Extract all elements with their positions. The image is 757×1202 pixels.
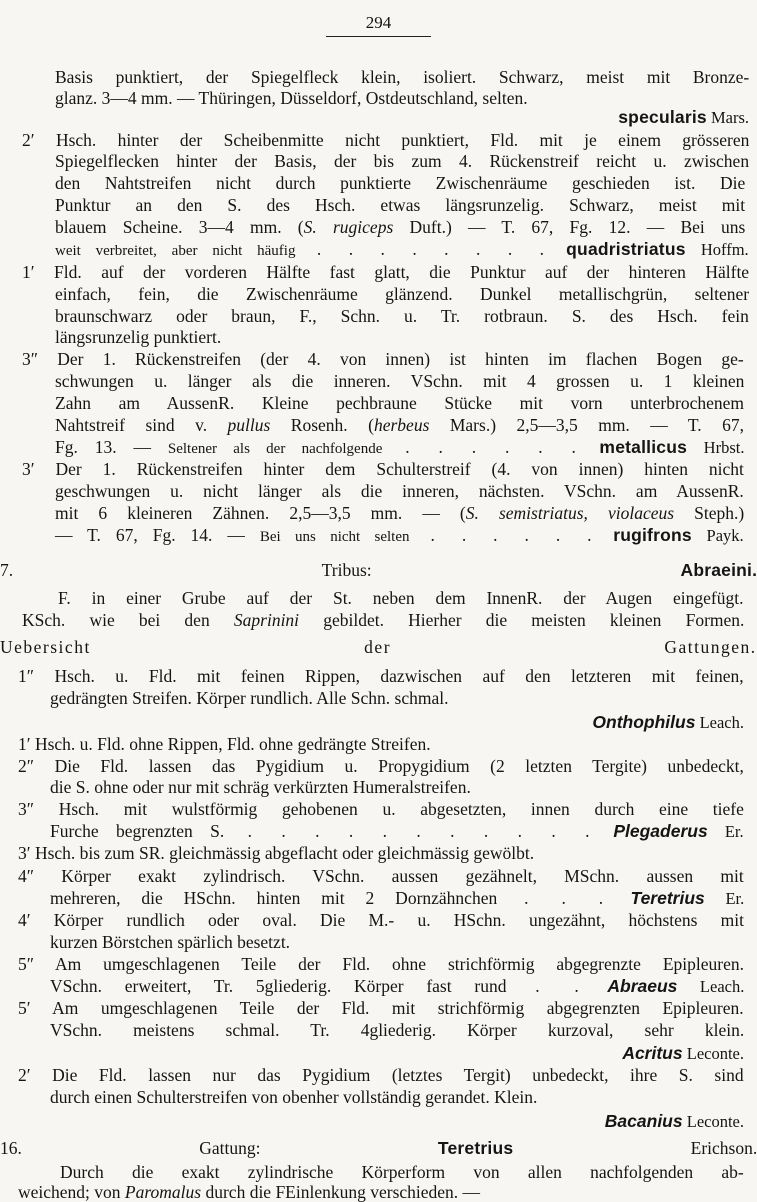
text-segment: Rosenh. ( — [270, 415, 374, 435]
text-segment: Hrbst. — [687, 438, 744, 457]
text-segment: . . — [506, 976, 584, 996]
text-segment: gebildet. Hierher die meisten kleinen Formen. — [299, 610, 744, 630]
text-segment: Saprinini — [234, 610, 299, 630]
text-segment: 5″ Am umgeschlagenen Teile der Fld. ohne strichförmig abgegrenzte Epipleuren. — [18, 954, 744, 974]
text-segment: 4″ Körper exakt zylindrisch. VSchn. aussen gezähnelt, MSchn. aussen mit — [18, 866, 744, 886]
text-line — [55, 173, 745, 193]
text-segment: Nahtstreif sind v. — [55, 415, 228, 435]
text-segment: S. semistriatus, violaceus — [466, 503, 674, 523]
text-segment: 4′ Körper rundlich oder oval. Die M.- u. HSchn. ungezähnt, höchstens mit — [18, 910, 744, 930]
text-line — [55, 393, 744, 413]
genus-name: Acritus — [622, 1043, 682, 1063]
text-segment: Uebersicht der Gattungen. — [0, 637, 757, 657]
genus-name: Bacanius — [605, 1111, 683, 1131]
text-segment: den Nahtstreifen nicht durch punktierte Zwischenräume geschieden ist. Die — [55, 173, 745, 193]
text-segment: Erichson. — [513, 1138, 757, 1158]
text-segment: die S. ohne oder nur mit schräg verkürzten Humeralstreifen. — [50, 777, 471, 797]
text-line — [592, 712, 744, 733]
text-segment: Seltener als der nachfolgende — [168, 441, 383, 457]
text-line — [58, 588, 744, 608]
text-segment: Durch die exakt zylindrische Körperform von allen nachfolgenden ab- — [60, 1162, 744, 1182]
text-line — [55, 284, 749, 304]
text-segment: Mars. — [707, 108, 749, 127]
text-line — [18, 1065, 744, 1085]
text-line — [622, 1043, 744, 1064]
text-segment: 3′ Der 1. Rückenstreifen hinter dem Schulterstreif (4. von innen) hinten nicht — [22, 459, 744, 479]
header-rule — [326, 36, 431, 37]
text-segment: — T. 67, Fg. 14. — — [55, 525, 260, 545]
text-segment: . . . . . . — [410, 525, 598, 545]
text-segment: 16. Gattung: — [0, 1138, 438, 1158]
text-line — [55, 415, 744, 435]
text-segment: . . . — [497, 888, 609, 908]
text-line — [22, 130, 749, 150]
text-line — [0, 1138, 757, 1158]
text-segment: Payk. — [692, 526, 744, 545]
text-segment: KSch. wie bei den — [22, 610, 234, 630]
text-line — [55, 437, 744, 459]
text-segment: Leach. — [677, 977, 744, 996]
text-segment: Paromalus — [125, 1182, 201, 1202]
text-line — [55, 371, 744, 391]
text-line — [55, 306, 749, 326]
text-segment: 5′ Am umgeschlagenen Teile der Fld. mit strichförmig abgegrenzten Epipleuren. — [18, 998, 744, 1018]
text-segment: weichend; von — [18, 1182, 125, 1202]
text-line — [18, 866, 744, 886]
text-line — [55, 503, 744, 523]
taxon-name: Teretrius — [438, 1138, 513, 1158]
text-segment: Leconte. — [683, 1044, 744, 1063]
text-segment: 2″ Die Fld. lassen das Pygidium u. Propygidium (2 letzten Tergite) unbedeckt, — [18, 756, 744, 776]
text-segment: Hoffm. — [686, 240, 749, 259]
text-segment: 7. Tribus: — [0, 560, 681, 580]
genus-name: Abraeus — [585, 976, 678, 996]
text-segment: F. in einer Grube auf der St. neben dem InnenR. der Augen eingefügt. — [58, 588, 744, 608]
taxon-name: Abraeini. — [681, 560, 757, 580]
text-segment: Zahn am AussenR. Kleine pechbraune Stücke mit vorn unterbrochenem — [55, 393, 744, 413]
text-segment: 1′ Fld. auf der vorderen Hälfte fast glatt, die Punktur auf der hinteren Hälfte — [22, 262, 749, 282]
text-segment: durch die FEinlenkung verschieden. — — [201, 1182, 480, 1202]
text-segment: Bei uns nicht selten — [260, 529, 410, 545]
text-line — [50, 821, 744, 842]
text-line — [18, 843, 534, 863]
text-segment: Leach. — [695, 713, 744, 732]
text-line — [55, 525, 744, 547]
text-segment: Er. — [705, 889, 744, 908]
text-line — [0, 560, 757, 580]
text-line — [50, 688, 449, 708]
text-segment: 3′ Hsch. bis zum SR. gleichmässig abgeflacht oder gleichmässig gewölbt. — [18, 843, 534, 863]
text-segment: Spiegelflecken hinter der Basis, der bis zum 4. Rückenstreif reicht u. zwischen — [55, 151, 749, 171]
text-segment: geschwungen u. nicht länger als die inneren, nächsten. VSchn. am AussenR. — [55, 481, 744, 501]
text-segment: VSchn. meistens schmal. Tr. 4gliederig. Körper kurzoval, sehr klein. — [50, 1020, 744, 1040]
text-line — [55, 239, 749, 261]
text-segment: pullus — [228, 415, 271, 435]
text-segment: 1′ Hsch. u. Fld. ohne Rippen, Fld. ohne gedrängte Streifen. — [18, 734, 431, 754]
genus-name: Teretrius — [609, 888, 705, 908]
text-line — [22, 349, 744, 369]
text-segment: . . . . . . . . . . . — [224, 821, 595, 841]
text-segment: . . . . . . . . — [295, 239, 550, 259]
text-segment: Furche begrenzten S. — [50, 821, 224, 841]
text-segment: 3″ Der 1. Rückenstreifen (der 4. von innen) ist hinten im flachen Bogen ge- — [22, 349, 744, 369]
text-line — [22, 262, 749, 282]
taxon-name: metallicus — [582, 437, 687, 457]
text-line — [22, 610, 744, 630]
taxon-name: rugifrons — [598, 525, 692, 545]
text-segment: längsrunzelig punktiert. — [55, 327, 221, 347]
text-segment: Punktur an den S. des Hsch. etwas längsrunzelig. Schwarz, meist mit — [55, 195, 745, 215]
text-line — [55, 195, 745, 215]
text-line — [50, 888, 744, 909]
text-line — [50, 932, 290, 952]
text-line — [605, 1111, 744, 1132]
text-segment: kurzen Börstchen spärlich besetzt. — [50, 932, 290, 952]
text-line — [50, 976, 744, 997]
genus-name: Onthophilus — [592, 712, 695, 732]
text-line — [55, 217, 745, 237]
text-segment: Steph.) — [674, 503, 744, 523]
text-segment: 2′ Hsch. hinter der Scheibenmitte nicht punktiert, Fld. mit je einem grösseren — [22, 130, 749, 150]
text-segment: Leconte. — [683, 1112, 744, 1131]
text-segment: mehreren, die HSchn. hinten mit 2 Dornzähnchen — [50, 888, 497, 908]
text-segment: blauem Scheine. 3—4 mm. ( — [55, 217, 304, 237]
text-segment: braunschwarz oder braun, F., Schn. u. Tr. rotbraun. S. des Hsch. fein — [55, 306, 749, 326]
text-segment: durch einen Schulterstreifen von obenher vollständig gerandet. Klein. — [50, 1087, 537, 1107]
text-segment: herbeus — [374, 415, 429, 435]
text-line — [18, 998, 744, 1018]
text-line — [55, 88, 528, 108]
text-segment: Fg. 13. — — [55, 437, 168, 457]
text-segment: 1″ Hsch. u. Fld. mit feinen Rippen, dazwischen auf den letzteren mit feinen, — [18, 666, 744, 686]
text-line — [18, 910, 744, 930]
text-line — [50, 1020, 744, 1040]
text-segment: glanz. 3—4 mm. — Thüringen, Düsseldorf, Ostdeutschland, selten. — [55, 88, 528, 108]
text-segment: S. rugiceps — [304, 217, 394, 237]
text-line — [50, 1087, 537, 1107]
text-line — [55, 67, 749, 87]
text-segment: einfach, fein, die Zwischenräume glänzend. Dunkel metallischgrün, seltener — [55, 284, 749, 304]
text-line — [55, 481, 744, 501]
text-line — [22, 459, 744, 479]
text-segment: Mars.) 2,5—3,5 mm. — T. 67, — [429, 415, 744, 435]
page-number: 294 — [0, 13, 757, 33]
text-segment: Er. — [708, 822, 744, 841]
text-line — [618, 107, 749, 128]
text-segment: gedrängten Streifen. Körper rundlich. Alle Schn. schmal. — [50, 688, 449, 708]
genus-name: Plegaderus — [595, 821, 707, 841]
taxon-name: specularis — [618, 107, 707, 127]
text-segment: schwungen u. länger als die inneren. VSchn. mit 4 grossen u. 1 kleinen — [55, 371, 744, 391]
text-segment: Basis punktiert, der Spiegelfleck klein, isoliert. Schwarz, meist mit Bronze- — [55, 67, 749, 87]
text-line — [0, 637, 757, 657]
text-segment: weit verbreitet, aber nicht häufig — [55, 243, 295, 259]
text-line — [55, 151, 749, 171]
taxon-name: quadristriatus — [550, 239, 686, 259]
text-line — [18, 666, 744, 686]
text-segment: 3″ Hsch. mit wulstförmig gehobenen u. abgesetzten, innen durch eine tiefe — [18, 799, 744, 819]
text-segment: mit 6 kleineren Zähnen. 2,5—3,5 mm. — ( — [55, 503, 466, 523]
text-segment: 2′ Die Fld. lassen nur das Pygidium (letztes Tergit) unbedeckt, ihre S. sind — [18, 1065, 744, 1085]
text-line — [60, 1162, 744, 1182]
text-line — [55, 327, 221, 347]
text-segment: . . . . . . — [382, 437, 582, 457]
text-line — [18, 799, 744, 819]
text-segment: VSchn. erweitert, Tr. 5gliederig. Körper fast rund — [50, 976, 506, 996]
text-line — [18, 954, 744, 974]
text-line — [18, 734, 431, 754]
text-line — [18, 1182, 480, 1202]
text-line — [18, 756, 744, 776]
text-segment: Duft.) — T. 67, Fg. 12. — Bei uns — [393, 217, 745, 237]
text-line — [50, 777, 471, 797]
